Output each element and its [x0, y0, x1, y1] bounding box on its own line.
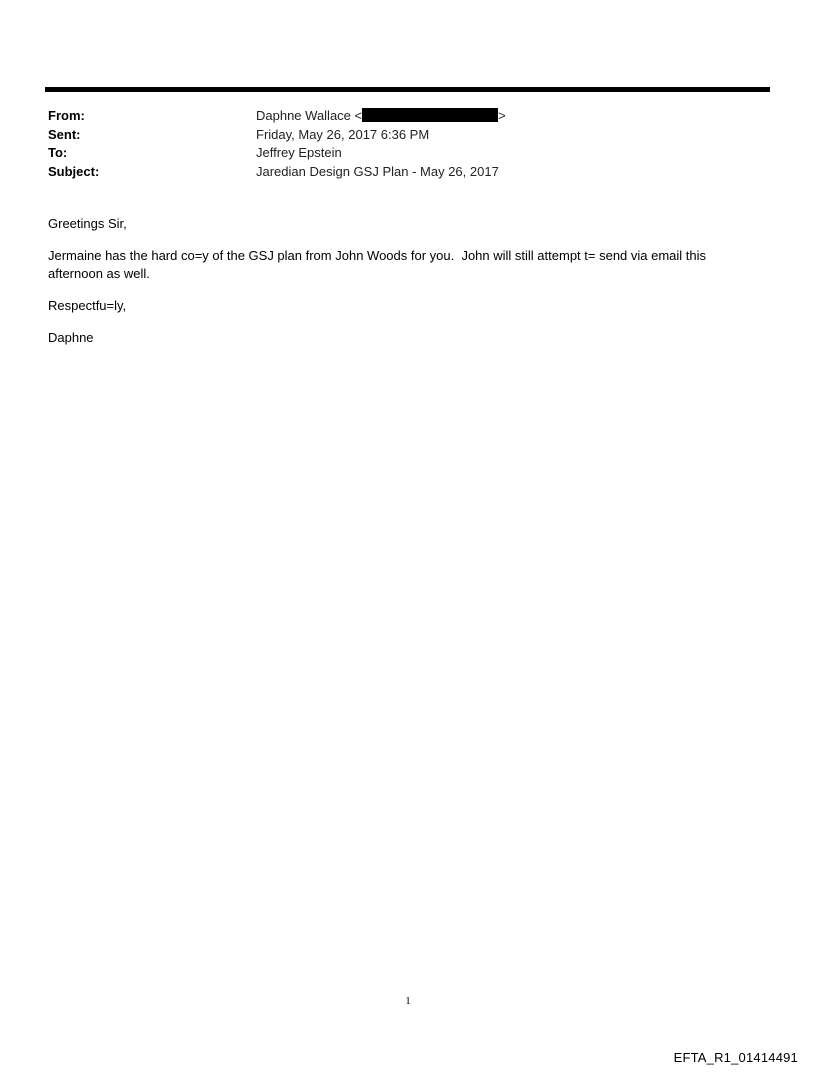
email-header [48, 107, 768, 181]
sent-value: Friday, May 26, 2017 6:36 PM [256, 126, 430, 142]
to-label: To: [48, 145, 68, 160]
to-value: Jeffrey Epstein [256, 145, 342, 160]
signature: Daphne [48, 330, 94, 345]
subject-label: Subject: [48, 163, 100, 179]
subject-value: Jaredian Design GSJ Plan - May 26, 2017 [256, 163, 499, 179]
from-name: Daphne Wallace < [256, 108, 363, 123]
page-number: 1 [405, 995, 411, 1007]
from-close: > [498, 108, 506, 123]
closing: Respectfu=ly, [48, 298, 127, 313]
bates-number: EFTA_R1_01414491 [673, 1050, 798, 1065]
to-row [48, 144, 768, 163]
header-divider [45, 87, 770, 92]
sent-row [48, 126, 768, 145]
redacted-email-address [362, 108, 498, 122]
subject-row [48, 163, 768, 182]
sent-label: Sent: [48, 126, 81, 142]
from-row [48, 107, 768, 126]
from-label: From: [48, 108, 85, 123]
email-body [48, 215, 748, 361]
from-value [256, 107, 506, 126]
body-paragraph: Jermaine has the hard co=y of the GSJ plan from John Woods for you. John will still attempt t= send via email this afternoon as well. [48, 248, 710, 281]
greeting: Greetings Sir, [48, 216, 127, 231]
